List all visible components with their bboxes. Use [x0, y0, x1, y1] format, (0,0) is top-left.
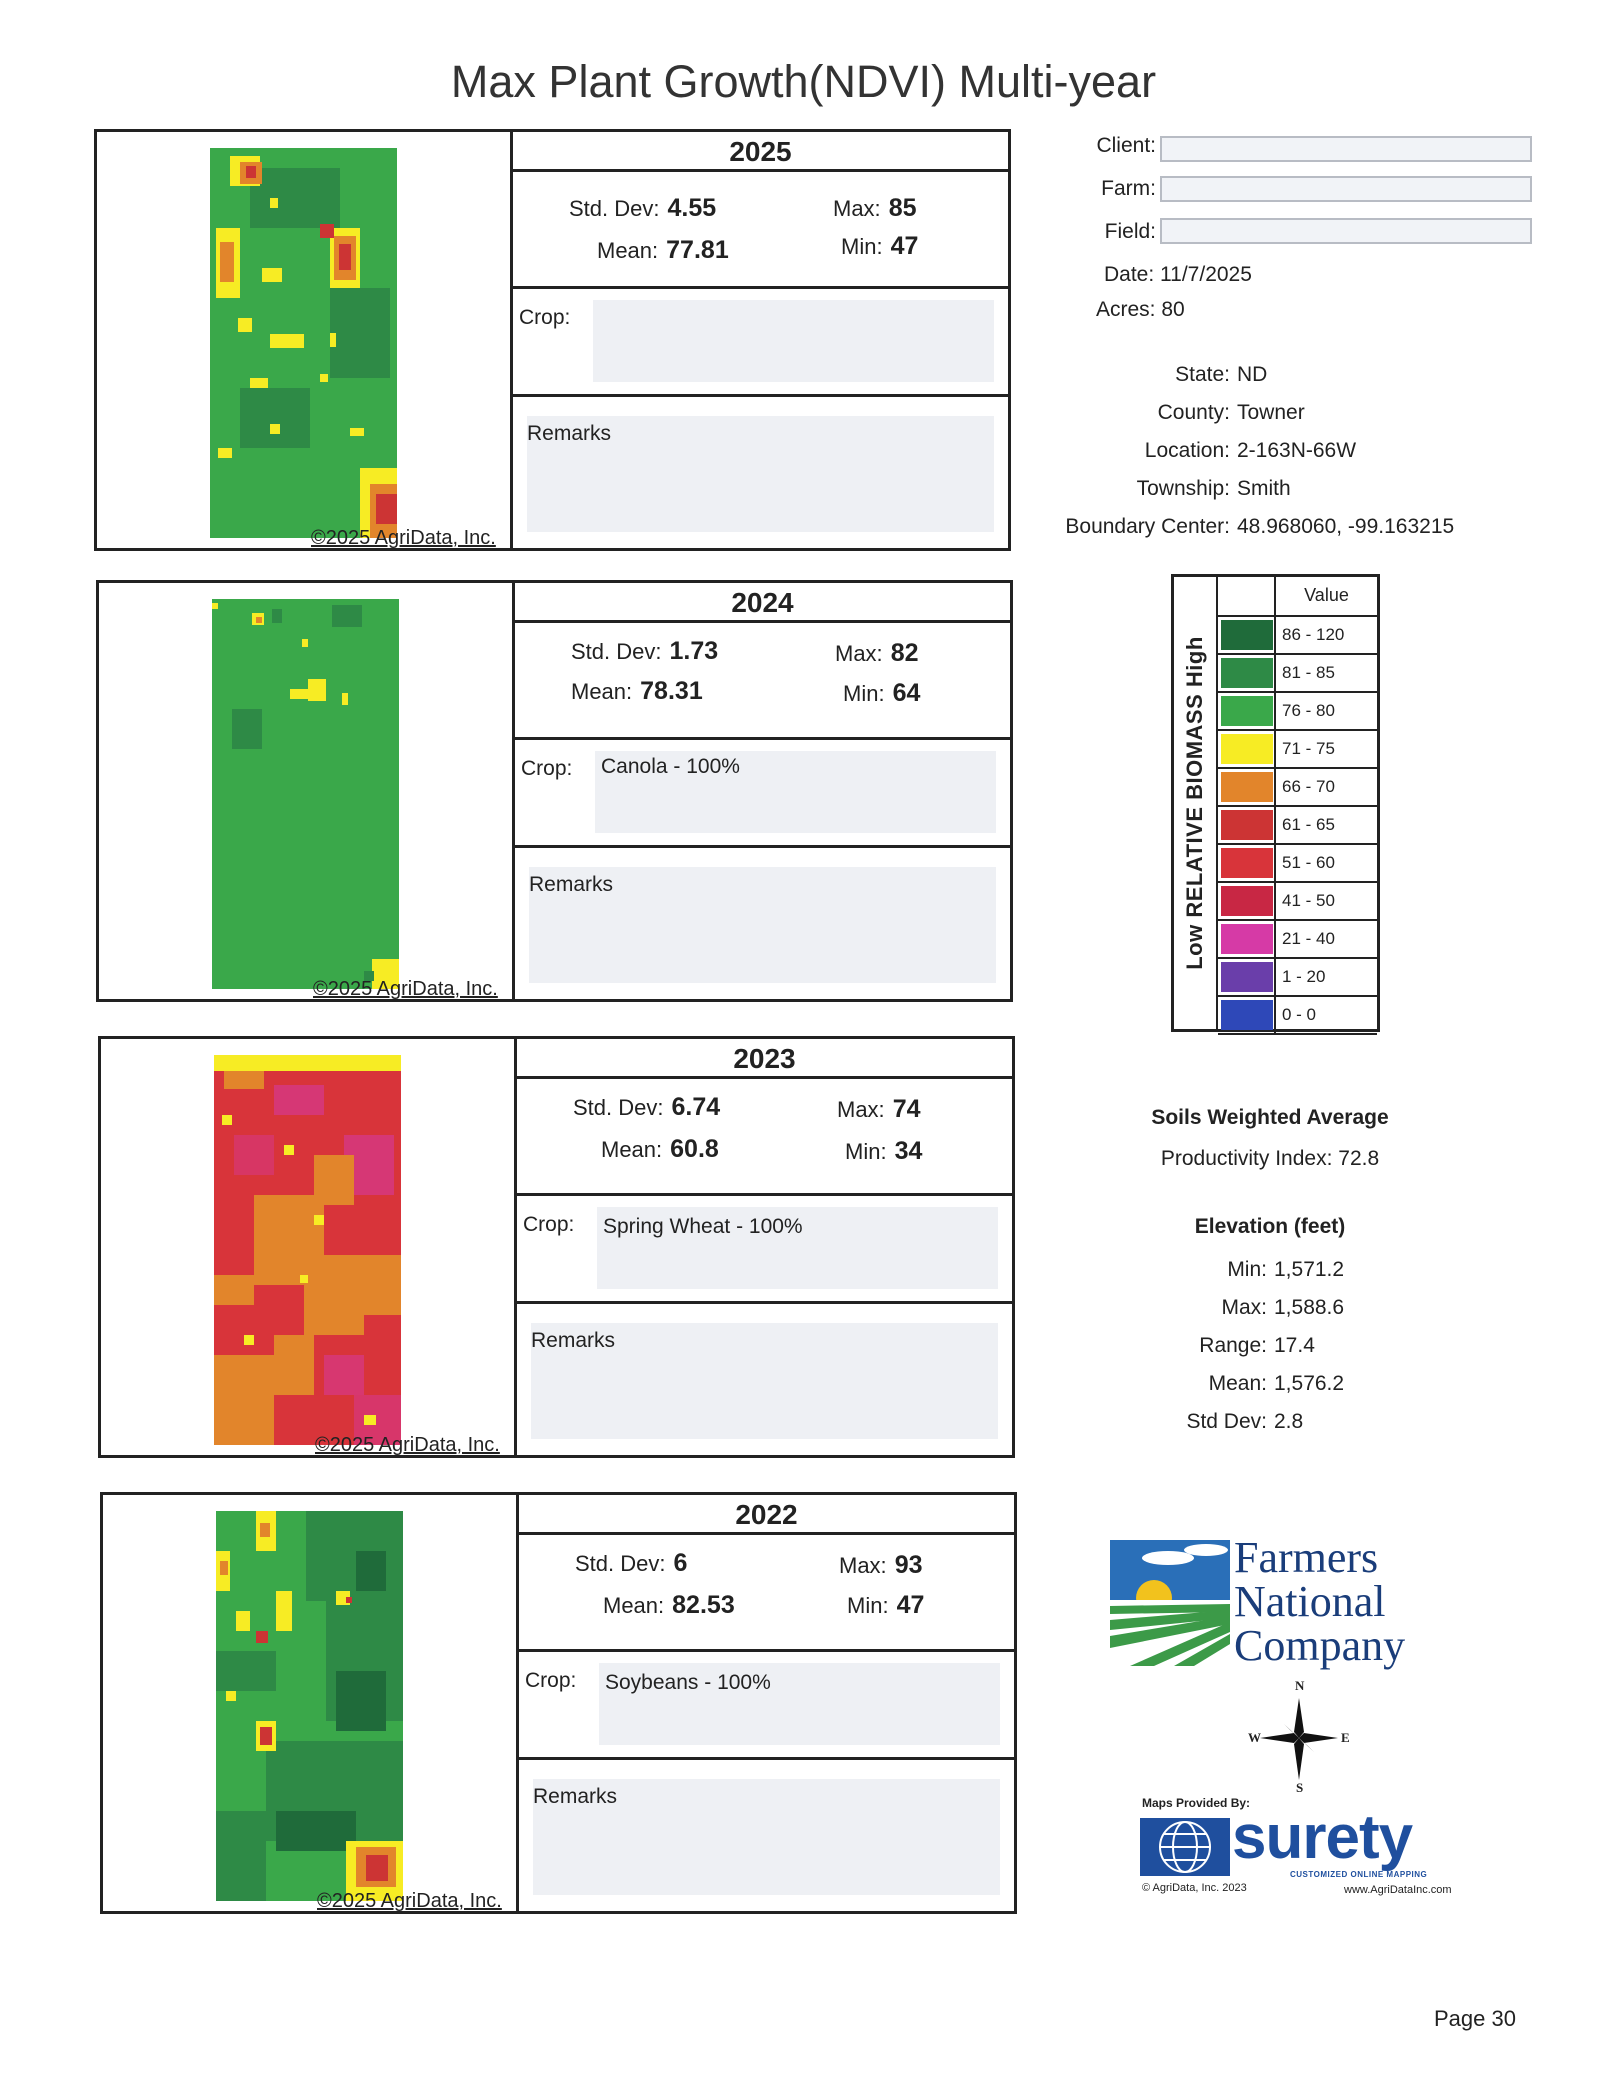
stats-box: [515, 623, 1010, 740]
acres-row: Acres: 80: [1096, 298, 1185, 321]
legend-range: 71 - 75: [1274, 731, 1377, 767]
elev-max-value: 1,588.6: [1274, 1296, 1345, 1319]
client-field[interactable]: [1160, 136, 1532, 162]
legend-swatch: [1221, 658, 1273, 688]
std-dev-stat: Std. Dev: 1.73: [571, 637, 719, 665]
stats-box: [519, 1535, 1014, 1652]
productivity-index: Productivity Index: 72.8: [1160, 1147, 1380, 1170]
legend-swatch: [1221, 734, 1273, 764]
ndvi-map-2022: [216, 1511, 403, 1901]
max-stat: Max: 85: [833, 194, 917, 222]
stats-box: [517, 1079, 1012, 1196]
date-row: Date: 11/7/2025: [1104, 263, 1252, 286]
legend-swatch: [1221, 886, 1273, 916]
compass-w: W: [1248, 1730, 1261, 1745]
remarks-label: Remarks: [533, 1785, 618, 1808]
compass-n: N: [1295, 1678, 1305, 1693]
crop-field[interactable]: [593, 300, 994, 382]
legend-axis: Low RELATIVE BIOMASS High: [1174, 577, 1218, 1029]
panel-year: 2025: [513, 132, 1008, 172]
legend-range: 0 - 0: [1274, 997, 1377, 1033]
farmers-logo-icon: [1110, 1540, 1230, 1666]
legend-row: [1218, 693, 1377, 731]
township-value: Smith: [1237, 477, 1291, 500]
legend-range: 41 - 50: [1274, 883, 1377, 919]
agridata-copyright: © AgriData, Inc. 2023: [1142, 1882, 1247, 1894]
stats-box: [513, 172, 1008, 289]
mean-stat: Mean: 78.31: [571, 677, 703, 705]
crop-value: Spring Wheat - 100%: [603, 1215, 803, 1238]
legend-swatch: [1221, 620, 1273, 650]
crop-value: Canola - 100%: [601, 755, 740, 778]
legend-row: [1218, 959, 1377, 997]
county-value: Towner: [1237, 401, 1305, 424]
std-dev-stat: Std. Dev: 6: [575, 1549, 688, 1577]
farmers-line3: Company: [1234, 1621, 1406, 1670]
copyright-text: ©2025 AgriData, Inc.: [315, 1434, 500, 1456]
page-number: Page 30: [1434, 2006, 1516, 2031]
remarks-box: [519, 1763, 1014, 1911]
agridata-url: www.AgriDataInc.com: [1344, 1884, 1452, 1896]
legend-row: [1218, 769, 1377, 807]
ndvi-map-area: [101, 1039, 517, 1455]
legend-row: [1218, 617, 1377, 655]
legend-header: [1218, 577, 1377, 617]
remarks-label: Remarks: [529, 873, 614, 896]
mean-stat: Mean: 77.81: [597, 236, 729, 264]
legend-range: 66 - 70: [1274, 769, 1377, 805]
legend-row: [1218, 655, 1377, 693]
boundary-value: 48.968060, -99.163215: [1237, 515, 1455, 538]
legend-row: [1218, 731, 1377, 769]
field-field[interactable]: [1160, 218, 1532, 244]
mean-stat: Mean: 82.53: [603, 1591, 735, 1619]
farm-field[interactable]: [1160, 176, 1532, 202]
state-value: ND: [1237, 363, 1268, 386]
legend-value-header: Value: [1274, 577, 1377, 615]
legend-swatch: [1221, 924, 1273, 954]
ndvi-panel-2022: [100, 1492, 1017, 1914]
legend-swatch: [1221, 1000, 1273, 1030]
crop-label: Crop:: [525, 1669, 577, 1692]
legend-row: [1218, 845, 1377, 883]
legend-range: 21 - 40: [1274, 921, 1377, 957]
legend-row: [1218, 997, 1377, 1035]
elev-std-value: 2.8: [1274, 1410, 1304, 1433]
elevation-heading: Elevation (feet): [1194, 1215, 1346, 1238]
ndvi-map-area: [97, 132, 513, 548]
ndvi-map-2024: [212, 599, 399, 989]
crop-label: Crop:: [523, 1213, 575, 1236]
surety-logo: [1140, 1796, 1480, 1906]
crop-box: [515, 743, 1010, 848]
globe-icon: [1140, 1818, 1230, 1876]
max-stat: Max: 74: [837, 1095, 921, 1123]
legend-range: 1 - 20: [1274, 959, 1377, 995]
legend-swatch: [1221, 848, 1273, 878]
soils-heading: Soils Weighted Average: [1151, 1106, 1389, 1129]
legend-swatch: [1221, 810, 1273, 840]
copyright-text: ©2025 AgriData, Inc.: [317, 1890, 502, 1912]
compass-s: S: [1296, 1780, 1304, 1795]
surety-tagline: CUSTOMIZED ONLINE MAPPING: [1290, 1870, 1428, 1879]
legend-range: 61 - 65: [1274, 807, 1377, 843]
legend-row: [1218, 921, 1377, 959]
compass-rose: [1244, 1678, 1354, 1795]
legend-range: 81 - 85: [1274, 655, 1377, 691]
legend-row: [1218, 883, 1377, 921]
legend-swatch: [1221, 772, 1273, 802]
min-stat: Min: 64: [843, 679, 921, 707]
min-stat: Min: 47: [841, 232, 919, 260]
crop-label: Crop:: [519, 306, 571, 329]
remarks-box: [517, 1307, 1012, 1455]
copyright-text: ©2025 AgriData, Inc.: [313, 978, 498, 1000]
location-value: 2-163N-66W: [1237, 439, 1357, 462]
ndvi-map-2025: [210, 148, 397, 538]
panel-year: 2022: [519, 1495, 1014, 1535]
crop-value: Soybeans - 100%: [605, 1671, 771, 1694]
min-stat: Min: 34: [845, 1137, 923, 1165]
crop-box: [517, 1199, 1012, 1304]
legend-row: [1218, 807, 1377, 845]
farmers-line1: Farmers: [1234, 1533, 1379, 1582]
legend-range: 76 - 80: [1274, 693, 1377, 729]
ndvi-map-area: [103, 1495, 519, 1911]
crop-box: [519, 1655, 1014, 1760]
farmers-line2: National: [1234, 1577, 1386, 1626]
min-stat: Min: 47: [847, 1591, 925, 1619]
maps-provided-text: Maps Provided By:: [1142, 1796, 1251, 1810]
max-stat: Max: 82: [835, 639, 919, 667]
legend-swatch: [1221, 696, 1273, 726]
elev-mean-value: 1,576.2: [1274, 1372, 1345, 1395]
legend-range: 51 - 60: [1274, 845, 1377, 881]
ndvi-map-area: [99, 583, 515, 999]
copyright-text: ©2025 AgriData, Inc.: [311, 527, 496, 549]
compass-e: E: [1341, 1730, 1350, 1745]
std-dev-stat: Std. Dev: 6.74: [573, 1093, 721, 1121]
ndvi-panel-2024: [96, 580, 1013, 1002]
max-stat: Max: 93: [839, 1551, 923, 1579]
farmers-national-logo: [1110, 1533, 1450, 1670]
std-dev-stat: Std. Dev: 4.55: [569, 194, 717, 222]
ndvi-panel-2025: [94, 129, 1011, 551]
remarks-box: [513, 400, 1008, 548]
elev-min-value: 1,571.2: [1274, 1258, 1345, 1281]
remarks-box: [515, 851, 1010, 999]
ndvi-panel-2023: [98, 1036, 1015, 1458]
page-title: Max Plant Growth(NDVI) Multi-year: [450, 56, 1157, 107]
remarks-label: Remarks: [527, 422, 612, 445]
surety-wordmark: surety: [1232, 1803, 1413, 1872]
crop-box: [513, 292, 1008, 397]
legend-range: 86 - 120: [1274, 617, 1377, 653]
remarks-label: Remarks: [531, 1329, 616, 1352]
ndvi-map-2023: [214, 1055, 401, 1445]
elev-range-value: 17.4: [1274, 1334, 1315, 1357]
mean-stat: Mean: 60.8: [601, 1135, 719, 1163]
panel-year: 2024: [515, 583, 1010, 623]
legend-swatch: [1221, 962, 1273, 992]
panel-year: 2023: [517, 1039, 1012, 1079]
biomass-legend: [1171, 574, 1380, 1032]
crop-label: Crop:: [521, 757, 573, 780]
